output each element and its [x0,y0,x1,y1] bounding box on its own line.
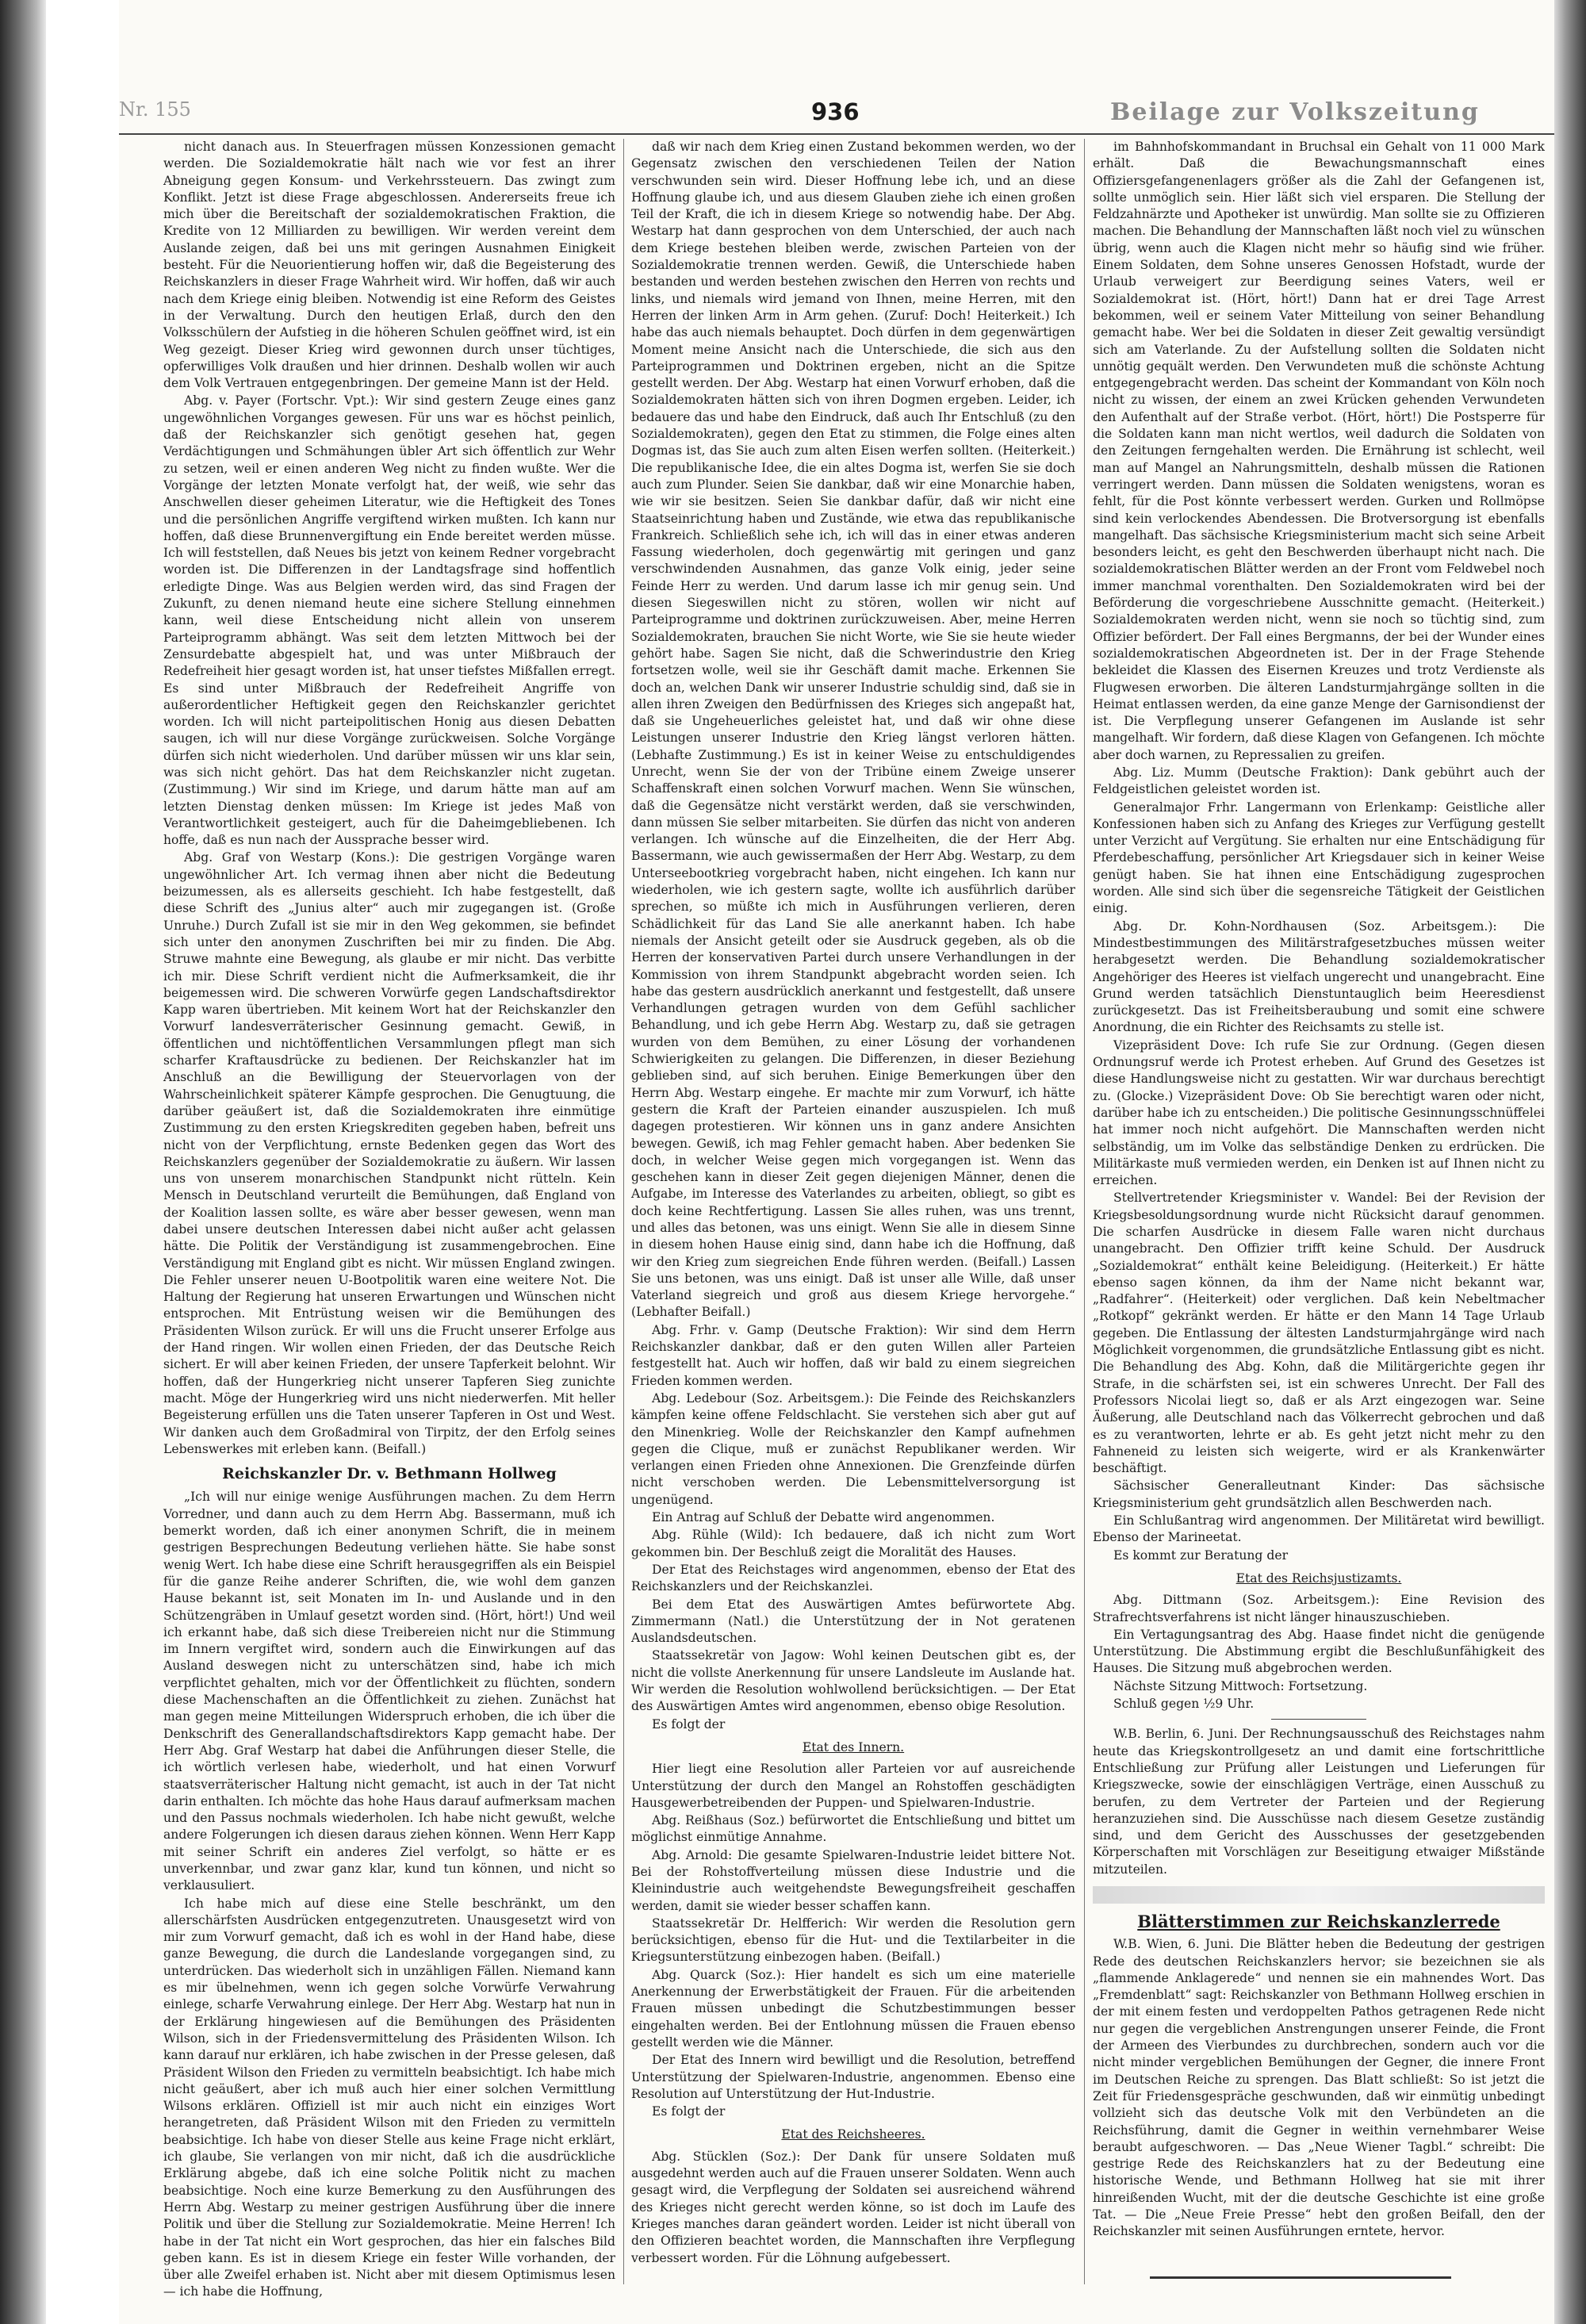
paragraph: Sächsischer Generalleutnant Kinder: Das sächsische Kriegsministerium geht grundsätzlich allen Beschwerden nach. [1093,1478,1545,1510]
paragraph: Abg. Quarck (Soz.): Hier handelt es sich um eine materielle Anerkennung der Erwerbstätigkeit der Frauen. Für die arbeitenden Frauen müssen unbedingt die Schutzbestimmungen besser eingehalten werden. Bei der Entlohnung müssen die Frauen ebenso gestellt werden wie die Männer. [631,1967,1075,2050]
paragraph: „Ich will nur einige wenige Ausführungen machen. Zu dem Herrn Vorredner, und dann auch zu dem Herrn Abg. Bassermann, muß ich bemerkt worden, daß ich einer anonymen Schrift, die in meinem gestrigen Besprechungen Bedeutung verliehen hätte. Sie habe sonst wenig Wert. Ich habe diese eine Schrift herausgegriffen als ein Beispiel für die ganze Reihe anderer Schriften, die, wie wohl dem ganzen Hause bekannt ist, seit Monaten im In- und Auslande und in den Schützengräben in Umlauf gesetzt worden sind. (Hört, hört!) Und weil ich erkannt habe, daß sich diese Treibereien nicht nur die Stimmung im Innern vergiftet wird, sondern auch die Einwirkungen auf das Ausland deswegen nicht zu unterschätzen sind, habe ich mich verpflichtet gehalten, mich vor der Öffentlichkeit zu flüchten, sondern diese Machenschaften an die Öffentlichkeit zu ziehen. Zunächst hat man gegen meine Mitteilungen Widerspruch erhoben, die ich über die Denkschrift des Generallandschaftsdirektors Kapp gemacht habe. Der Herr Abg. Graf Westarp hat dabei die Anführungen dieser Stelle, die ich wörtlich verlesen habe, wiederholt, und hat einen Vorwurf staatsverräterischer Haltung nicht gemacht, ist auch in der Tat nicht darin enthalten. Ich möchte das hohe Haus darauf aufmerksam machen und den Passus nochmals wiederholen. Ich habe nicht gewußt, welche andere Folgerungen ich diesen daraus ziehen können. Wenn Herr Kapp mit seiner Schrift ein anderes Ziel verfolgt, so hätte er es unverkennbar, und zwar ganz klar, kund tun können, und nicht so verklausuliert. [163,1490,615,1893]
paragraph: Stellvertretender Kriegsminister v. Wandel: Bei der Revision der Kriegsbesoldungsordnung wurde nicht Rücksicht darauf genommen. Die scharfen Ausdrücke in diesem Falle waren nicht durchaus unangebracht. Den Offizier trifft keine Schuld. Der Ausdruck „Sozialdemokrat“ enthält keine Beleidigung. (Heiterkeit.) Er hätte ebenso sagen können, da ihm der Name nicht bekannt war, „Radfahrer“. (Heiterkeit) oder verglichen. Daß kein Nebeltmacher „Rotkopf“ gekränkt werden. Er hätte er den Mann 14 Tage Urlaub gegeben. Die Entlassung der ältesten Landsturmjahrgänge wird nach Möglichkeit vorgenommen, die grundsätzliche Entlassung gibt es nicht. Die Behandlung des Abg. Kohn, daß die Militärgerichte gegen ihr Strafe, in die schärfsten sei, ist ein schweres Unrecht. Der Fall des Professors Nicolai liegt so, daß er als Arzt eingezogen war. Seine Äußerung, alle Deutschland nach das Völkerrecht gebrochen und daß es zu verantworten, lehrte er ab. Es geht jetzt nicht mehr zu den Fahneneid zu leisten sich weigerte, wird er als Krankenwärter beschäftigt. [1093,1191,1545,1476]
kommt-zur-line: Es kommt zur Beratung der [1113,1547,1289,1563]
paragraph: Abg. Ledebour (Soz. Arbeitsgem.): Die Feinde des Reichskanzlers kämpfen keine offene Feldschlacht. Sie verstehen sich aber gut auf den Minenkrieg. Wolle der Reichskanzler den Kampf aufnehmen gegen die Clique, muß er zunächst Republikaner werden. Wir verlangen einen Frieden ohne Annexionen. Die Grenzfeinde dürfen nicht verschoben werden. Die Lebensmittelversorgung ist ungenügend. [631,1390,1075,1507]
paragraph: Abg. Stücklen (Soz.): Der Dank für unsere Soldaten muß ausgedehnt werden auch auf die Frauen unserer Soldaten. Wenn auch gesagt wird, die Verpflegung der Soldaten sei ausreichend während des Krieges nicht gerecht werden könne, so ist doch im Laufe des Krieges manches daran geändert worden. Leider ist nicht überall von den Offizieren beachtet worden, die Mannschaften ihre Verpflegung verbessert worden. Für die Löhnung aufgebessert. [631,2149,1075,2265]
paragraph: Der Etat des Innern wird bewilligt und die Resolution, betreffend Unterstützung der Spielwaren-Industrie, angenommen. Ebenso eine Resolution auf Unterstützung der Hut-Industrie. [631,2053,1075,2101]
paragraph: Abg. Dr. Kohn-Nordhausen (Soz. Arbeitsgem.): Die Mindestbestimmungen des Militärstrafgesetzbuches müssen weiter herabgesetzt werden. Die Behandlung sozialdemokratischer Angehöriger des Heeres ist vielfach ungerecht und unangebracht. Eine Grund werden tatsächlich Dienstuntauglich beim Heeresdienst zurückgesetzt. Das ist Freiheitsberaubung und somit eine schwere Anordnung, die ein Richter des Reichsamts zu stelle ist. [1093,918,1545,1035]
subheading-etat-innern: Etat des Innern. [802,1739,905,1755]
paragraph: Ein Schlußantrag wird angenommen. Der Militäretat wird bewilligt. Ebenso der Marineetat. [1093,1513,1545,1545]
paragraph: nicht danach aus. In Steuerfragen müssen Konzessionen gemacht werden. Die Sozialdemokratie hält nach wie vor fest an ihrer Abneigung gegen Konsum- und Verkehrssteuern. Das zwingt zum Konflikt. Jetzt ist diese Frage abgeschlossen. Andererseits freue ich mich über die Bereitschaft der sozialdemokratischen Fraktion, die Kredite von 12 Milliarden zu bewilligen. Wir werden vereint dem Auslande zeigen, daß bei uns mit geringen Ausnahmen Einigkeit besteht. Für die Neuorientierung hoffen wir, daß die Begeisterung des Reichskanzlers in dieser Frage Wahrheit wird. Wir hoffen, daß wir auch nach dem Kriege einig bleiben. Notwendig ist eine Reform des Geistes in der Verwaltung. Durch den heutigen Erlaß, durch den den Volksschülern der Aufstieg in die höheren Schulen geöffnet wird, ist ein Weg gezeigt. Dieser Krieg wird gewonnen durch unser tüchtiges, opferwilliges Volk draußen und hier drinnen. Deshalb wollen wir auch dem Volk Vertrauen entgegenbringen. Der gemeine Mann ist der Held. [163,140,615,391]
subheading-etat-justiz: Etat des Reichsjustizamts. [1235,1570,1402,1586]
paragraph: W.B. Wien, 6. Juni. Die Blätter heben die Bedeutung der gestrigen Rede des deutschen Reichskanzlers hervor; sie bezeichnen sie als „flammende Anklagerede“ und nennen sie ein mahnendes Wort. Das „Fremdenblatt“ sagt: Reichskanzler von Bethmann Hollweg erschien in der mit einem festen und verdoppelten Pathos getragenen Rede nicht nur gegen die vergeblichen Anstrengungen unserer Feinde, die Front der Armeen des Vierbundes zu durchbrechen, sondern auch vor die nicht minder vergeblichen Bemühungen der Gegner, die innere Front im Deutschen Reiche zu sprengen. Das Blatt schließt: So ist jetzt die Zeit für Friedensgespräche geschwunden, daß wir einmütig unbedingt vollzieht sich das deutsche Volk mit den Verbündeten an die Reichsführung, damit die Gegner in weithin vernehmbarer Weise beraubt aufgeschworen. — Das „Neue Wiener Tagbl.“ schreibt: Die gestrige Rede des Reichskanzlers hat zu der Bedeutung eine historische Wende, und Bethmann Hollweg hat sie mit ihrer hinreißenden Wucht, mit der die deutsche Geschichte ist eine große Tat. — Die „Neue Freie Presse“ hebt den großen Beifall, den der Reichskanzler mit seinen Ausführungen erntete, hervor. [1093,1937,1545,2239]
es-folgt-line: Es folgt der [652,1716,726,1731]
paragraph: Ein Vertagungsantrag des Abg. Haase findet nicht die genügende Unterstützung. Die Abstimmung ergibt die Beschlußunfähigkeit des Hauses. Die Sitzung muß abgebrochen werden. [1093,1627,1545,1676]
paragraph: Bei dem Etat des Auswärtigen Amtes befürwortete Abg. Zimmermann (Natl.) die Unterstützung der in Not geratenen Auslandsdeutschen. [631,1597,1075,1646]
paragraph: Schluß gegen ½9 Uhr. [1113,1697,1255,1712]
paragraph: im Bahnhofskommandant in Bruchsal ein Gehalt von 11 000 Mark erhält. Daß die Bewachungsmannschaft eines Offiziersgefangenenlagers größer als die Zahl der Gefangenen ist, sollte unmöglich sein. Hier läßt sich viel ersparen. Die Stellung der Feldzahnärzte und Apotheker ist unwürdig. Man sollte sie zu Offizieren machen. Die Behandlung der Mannschaften läßt noch viel zu wünschen übrig, wenn auch die Klagen nicht mehr so häufig sind wie früher. Einem Soldaten, dem Sohne unseres Genossen Hofstadt, wurde der Urlaub verweigert zur Beerdigung seines Vaters, weil er Sozialdemokrat ist. (Hört, hört!) Dann hat er drei Tage Arrest bekommen, weil er seinem Vater Mitteilung von seiner Behandlung gemacht habe. Wer bei die Soldaten in dieser Zeit gewaltig versündigt sich am Vaterlande. Zu der Aufstellung sollten die Soldaten nicht unnötig gequält werden. Den Verwundeten muß die schönste Achtung entgegengebracht werden. Das scheint der Kommandant von Köln noch nicht zu wissen, der einem an zwei Krücken gehenden Verwundeten den Aufenthalt auf der Straße verbot. (Hört, hört!) Die Postsperre für die Soldaten kann man nicht wertlos, weil dadurch die Soldaten von den Zeitungen ferngehalten werden. Die Ernährung ist schlecht, weil man auf Mangel an Nahrungsmitteln, deshalb müssen die Rationen verringert werden. Dann müssen die Soldaten wenigstens, woran es fehlt, für die Post könnte verbessert werden. Gurken und Rollmöpse sind kein verlockendes Abendessen. Die Brotversorgung ist ebenfalls mangelhaft. Das sächsische Kriegsministerium macht sich seine Arbeit besonders leicht, es geht den Beschwerden überhaupt nicht nach. Die sozialdemokratischen Blätter werden an der Front vom Feldwebel noch immer manchmal vorenthalten. Den Sozialdemokraten wird bei der Beförderung die vorgeschriebene Ausschnitte gemacht. (Heiterkeit.) Sozialdemokraten werden nicht, wenn sie noch so tüchtig sind, zum Offizier befördert. Der Fall eines Bergmanns, der bei der Wunder eines sozialdemokratischen Abgeordneten ist. Der in der Frage Stehende bekleidet die Klassen des Eisernen Kreuzes und trotz Verdienste als Flugwesen erworben. Die älteren Landsturmjahrgänge sollten in die Heimat entlassen werden, da eine ganze Menge der Garnisondienst der ist. Die Verpflegung unserer Gefangenen im Auslande ist sehr mangelhaft. Wir fordern, daß diese Klagen von Gefangenen. Ich möchte aber doch warnen, zu Repressalien zu greifen. [1093,140,1545,762]
paragraph: Staatssekretär von Jagow: Wohl keinen Deutschen gibt es, der nicht die vollste Anerkennung für unsere Landsleute im Auslande hat. Wir werden die Resolution wohlwollend berücksichtigen. — Der Etat des Auswärtigen Amtes wird angenommen, ebenso obige Resolution. [631,1648,1075,1714]
paragraph: Abg. Frhr. v. Gamp (Deutsche Fraktion): Wir sind dem Herrn Reichskanzler dankbar, daß er den guten Willen aller Parteien festgestellt hat. Auch wir hoffen, daß wir bald zu einem siegreichen Frieden kommen werden. [631,1322,1075,1388]
faded-advertisement-strip [1093,1886,1545,1904]
column-2 [631,139,1075,2284]
footer-rule [1150,2276,1451,2279]
header-left-fragment: Nr. 155 [119,98,191,121]
header-rule [119,133,1554,135]
supplement-title: Beilage zur Volkszeitung [1110,98,1480,126]
paragraph: Generalmajor Frhr. Langermann von Erlenkamp: Geistliche aller Konfessionen haben sich zu Anfang des Krieges zur Verfügung gestellt unter Verzicht auf Vergütung. Sie erhalten nur eine Entschädigung für Pferdebeschaffung, persönlicher Art Kriegsdauer sich in keiner Weise genügt haben. Sie hat ihnen eine Entschädigung zugesprochen worden. Alle sind sich über die segensreiche Tätigkeit der Geistlichen einig. [1093,800,1545,916]
paragraph: Abg. Arnold: Die gesamte Spielwaren-Industrie leidet bittere Not. Bei der Rohstoffverteilung müssen diese Industrie und die Kleinindustrie auch weitgehendste Bewegungsfreiheit geschaffen werden, damit sie wieder besser schaffen kann. [631,1847,1075,1913]
paragraph: Der Etat des Reichstages wird angenommen, ebenso der Etat des Reichskanzlers und der Reichskanzlei. [631,1562,1075,1594]
paragraph: Nächste Sitzung Mittwoch: Fortsetzung. [1113,1678,1368,1693]
paragraph: W.B. Berlin, 6. Juni. Der Rechnungsausschuß des Reichstages nahm heute das Kriegskontrollgesetz an und damit eine fortschrittliche Entschließung zur Prüfung aller Leistungen und Lieferungen für Kriegszwecke, sowie der einschlägigen Verträge, einen Ausschuß zu berufen, zu dem Vertreter der Parteien und der Regierung heranzuziehen sind. Die Ausschüsse nach diesem Gesetze zuständig sind, und dem Gericht des Ausschusses der gesetzgebenden Körperschaften mit Vorschlägen zur Beseitigung etwaiger Mißstände mitzuteilen. [1093,1727,1545,1877]
paragraph: Staatssekretär Dr. Helfferich: Wir werden die Resolution gern berücksichtigen, ebenso für die Hut- und die Textilarbeiter in die Kriegsunterstützung einbezogen haben. (Beifall.) [631,1916,1075,1965]
scan-edge-right [1551,0,1586,2324]
column-1 [163,139,615,2299]
page-header [119,98,1554,130]
es-folgt-line: Es folgt der [652,2104,726,2119]
paragraph: Abg. Dittmann (Soz. Arbeitsgem.): Eine Revision des Strafrechtsverfahrens ist nicht länger hinauszuschieben. [1093,1593,1545,1624]
section-heading-blaetterstimmen: Blätterstimmen zur Reichskanzlerrede [1137,1911,1500,1931]
scan-edge-left [0,0,46,2324]
column-3 [1093,139,1545,2284]
section-divider [1271,1719,1366,1720]
paragraph: Ein Antrag auf Schluß der Debatte wird angenommen. [652,1510,995,1525]
page-number: 936 [811,98,860,125]
paragraph: daß wir nach dem Krieg einen Zustand bekommen werden, wo der Gegensatz zwischen den verschiedenen Teilen der Nation verschwunden sein wird. Dieser Hoffnung lebe ich, und an diese Hoffnung glaube ich, und aus diesem Glauben ziehe ich einen großen Teil der Kraft, die ich in diesem Kriege so notwendig habe. Der Abg. Westarp hat dann gesprochen von dem Unterschied, der auch nach dem Kriege bestehen bleiben werde, zwischen Parteien von der Sozialdemokratie trennen werden. Gewiß, die Unterschiede haben bestanden und werden bestehen zwischen den Herren von rechts und links, und niemals wird jemand von Ihnen, meine Herren, mit den Herren der linken Arm in Arm gehen. (Zuruf: Doch! Heiterkeit.) Ich habe das auch niemals behauptet. Doch dürfen in dem gegenwärtigen Moment meine Ansicht nach die Unterschiede, die sich aus den Parteiprogrammen und Doktrinen ergeben, nicht an die Spitze gestellt werden. Der Abg. Westarp hat einen Vorwurf erhoben, daß die Sozialdemokraten hätten sich von ihren Dogmen ergeben. Leider, ich bedauere das und habe den Eindruck, daß auch Ihr Entschluß (zu den Sozialdemokraten), gegen den Etat zu stimmen, die Folge eines alten Dogmas ist, das Sie auch zum alten Eisen werfen sollten. (Heiterkeit.) Die republikanische Idee, die ein altes Dogma ist, werfen Sie sie doch auch zum Plunder. Seien Sie dankbar, daß wir eine Monarchie haben, wie wir sie besitzen. Seien Sie dankbar dafür, daß wir nicht eine Staatseinrichtung haben und Zustände, wie etwa das republikanische Frankreich. Schließlich sehe ich, ich will das in einer etwas anderen Fassung wiederholen, doch gegenwärtig mit geringen und ganz verschwindenden Ausnahmen, das ganze Volk einig, jeder seine Feinde Herr zu werden. Und darum lasse ich mir genug sein. Und diesen Siegeswillen nicht zu stören, wollen wir nicht auf Parteiprogramme und doktrinen zurückzuweisen. Aber, meine Herren Sozialdemokraten, brauchen Sie nicht Worte, wie Sie sie heute wieder gehört habe. Sagen Sie nicht, daß die Schwerindustrie den Krieg fortsetzen wolle, weil sie ihr Geschäft damit mache. Erkennen Sie doch an, welchen Dank wir unserer Industrie schuldig sind, daß sie in allen ihren Zweigen den Bedürfnissen des Krieges sich angepaßt hat, daß sie Ungeheuerliches geleistet hat, und daß wir ohne diese Leistungen unserer Industrie den Krieg längst verloren hätten. (Lebhafte Zustimmung.) Es ist in keiner Weise zu entschuldigendes Unrecht, wenn Sie der von der Tribüne einem Zweige unserer Schaffenskraft einen solchen Vorwurf machen. Wenn Sie wünschen, daß die Gegensätze nicht verstärkt werden, daß sie verschwinden, dann müssen Sie selber mitarbeiten. Sie dürfen das nicht von anderen verlangen. Ich wünsche auf die Einzelheiten, die der Herr Abg. Bassermann, wie auch gewissermaßen der Herr Abg. Westarp, zu dem Unterseebootkrieg vorgebracht haben, nicht eingehen. Ich kann nur wiederholen, wie ich gestern sagte, wollte ich ausführlich darüber sprechen, so müßte ich mich in Ausführungen verlieren, deren Schädlichkeit für das Land Sie alle anerkannt haben. Ich habe niemals der Ansicht geteilt oder sie Ausdruck gegeben, als ob die Herren der konservativen Partei durch unsere Verhandlungen in der Kommission von ihrem Standpunkt abgebracht worden seien. Ich habe das gestern ausdrücklich anerkannt und festgestellt, daß unsere Verhandlungen getragen wurden von dem Gefühl sachlicher Behandlung, und ich gebe Herrn Abg. Westarp zu, daß sie getragen wurden von dem Bemühen, zu einer Lösung der vorhandenen Schwierigkeiten zu gelangen. Die Differenzen, in dieser Beziehung geblieben sind, auf sich beruhen. Einige Bemerkungen über den Herrn Abg. Westarp eingehe. Er machte mir zum Vorwurf, ich hätte gestern die Kraft der Parteien einander auszuspielen. Ich muß dagegen protestieren. Wir können uns in ganz andere Ansichten bewegen. Gewiß, ich mag Fehler gemacht haben. Aber bedenken Sie doch, in welcher Weise gegen mich vorgegangen ist. Wenn das geschehen kann in dieser Zeit gegen diejenigen Männer, denen die Aufgabe, im Interesse des Vaterlandes zu arbeiten, obliegt, so gibt es doch keine Rechtfertigung. Lassen Sie alles ruhen, was uns trennt, und alles das betonen, was uns einigt. Wenn Sie alle in diesem Sinne in diesem hohen Hause einig sind, dann habe ich die Hoffnung, daß wir den Krieg zum siegreichen Ende führen werden. (Beifall.) Lassen Sie uns betonen, was uns einigt. Daß ist unser alle Wille, daß unser Vaterland siegreich und groß aus diesem Kriege hervorgehe.“ (Lebhafter Beifall.) [631,140,1075,1320]
column-divider [623,139,624,2284]
paragraph: Abg. Liz. Mumm (Deutsche Fraktion): Dank gebührt auch der Feldgeistlichen geleistet worden ist. [1093,765,1545,797]
paragraph: Abg. Reißhaus (Soz.) befürwortet die Entschließung und bittet um möglichst einmütige Annahme. [631,1813,1075,1845]
newspaper-page [119,0,1554,2324]
column-divider [1084,139,1085,2284]
paragraph: Hier liegt eine Resolution aller Parteien vor auf ausreichende Unterstützung der durch den Mangel an Rohstoffen geschädigten Hausgewerbetreibenden der Puppen- und Spielwaren-Industrie. [631,1762,1075,1810]
paragraph: Abg. Graf von Westarp (Kons.): Die gestrigen Vorgänge waren ungewöhnlicher Art. Ich vermag ihnen aber nicht die Bedeutung beizumessen, als es allerseits geschieht. Ich habe festgestellt, daß diese Schrift des „Junius alter“ auch mir zugegangen ist. (Große Unruhe.) Durch Zufall ist sie mir in den Weg gekommen, sie befindet sich unter den anonymen Zuschriften bei mir zu finden. Die Abg. Struwe mahnte eine Bewegung, als glaube er mir nicht. Das verbitte ich mir. Diese Schrift verdient nicht die Aufmerksamkeit, die ihr beigemessen wird. Die schweren Vorwürfe gegen Landschaftsdirektor Kapp waren übertrieben. Mit keinem Wort hat der Reichskanzler den Vorwurf landesverräterischer Gesinnung gemacht. Gewiß, in öffentlichen und nichtöffentlichen Versammlungen pflegt man sich scharfer Kraftausdrücke zu bedienen. Der Reichskanzler hat im Anschluß an die Bewilligung der Steuervorlagen von der Wahrscheinlichkeit späterer Kämpfe gesprochen. Die Genugtuung, die darüber geäußert ist, daß die Sozialdemokraten ihre einmütige Zustimmung zu den ersten Kriegskrediten gegeben haben, befreit uns nicht von der Verpflichtung, ernste Bedenken gegen das Wort des Reichskanzlers gegenüber der Sozialdemokratie zu äußern. Wir lassen uns von unserem monarchischen Standpunkt nicht rütteln. Kein Mensch in Deutschland verurteilt die Bemühungen, daß England von der Koalition lassen sollte, es wäre aber besser gewesen, wenn man dabei unsere deutschen Interessen dabei nicht außer acht gelassen hätte. Die Politik der Verständigung ist zusammengebrochen. Eine Verständigung mit England gibt es nicht. Wir müssen England zwingen. Die Fehler unserer neuen U-Bootpolitik waren eine weitere Not. Die Haltung der Regierung hat unseren Erwartungen und Wünschen nicht entsprochen. Mit Entrüstung weisen wir die Bemühungen des Präsidenten Wilson zurück. Er will uns die Frucht unserer Erfolge aus der Hand ringen. Wir wollen einen Frieden, der das Deutsche Reich sichert. Er will aber keinen Frieden, der unsere Tapferkeit belohnt. Wir hoffen, daß der Hungerkrieg nicht unserer Tapferen Sieg zunichte macht. Möge der Hungerkrieg wird uns nicht niederwerfen. Mit heller Begeisterung erfüllen uns die Taten unserer Tapferen in Ost und West. Wir danken auch dem Großadmiral von Tirpitz, der den Erfolg seines Lebenswerkes mit erleben kann. (Beifall.) [163,850,615,1456]
subheading-etat-reichsheer: Etat des Reichsheeres. [781,2127,925,2142]
paragraph: Abg. v. Payer (Fortschr. Vpt.): Wir sind gestern Zeuge eines ganz ungewöhnlichen Vorganges gewesen. Für uns war es höchst peinlich, daß der Reichskanzler sich genötigt gesehen hat, gegen Verdächtigungen und Schmähungen übler Art sich öffentlich zur Wehr zu setzen, weil er einen anderen Weg nicht zu finden wußte. Wer die Vorgänge der letzten Monate verfolgt hat, der weiß, wie sehr das Anschwellen dieser geheimen Literatur, wie die Heftigkeit des Tones und die persönlichen Angriffe vergiftend wirken mußten. Ich kann nur hoffen, daß diese Brunnenvergiftung ein Ende bereitet werden müsse. Ich will feststellen, daß Neues bis jetzt von keinem Redner vorgebracht worden ist. Die Differenzen in der Landtagsfrage sind hoffentlich erledigte Dinge. Was aus Belgien werden wird, das sind Fragen der Zukunft, zu denen niemand heute eine sichere Stellung einnehmen kann, weil diese Entscheidung nicht allein von unserem Parteiprogramm abhängt. Was seit dem letzten Mittwoch bei der Zensurdebatte abgespielt hat, und was unter Mißbrauch der Redefreiheit hier gesagt worden ist, hat unser tiefstes Mißfallen erregt. Es sind unter Mißbrauch der Redefreiheit Angriffe von außerordentlicher Heftigkeit gegen den Reichskanzler gerichtet worden. Ich will nicht parteipolitischen Honig aus diesen Debatten saugen, ich will nur diese Vorgänge zurückweisen. Solche Vorgänge dürfen sich nicht wiederholen. Und darüber müssen wir uns klar sein, was sich nicht gehört. Das hat dem Reichskanzler nicht zugetan. (Zustimmung.) Wir sind im Kriege, und darum hätte man auf am letzten Dienstag denken müssen: Im Kriege ist jedes Maß von Verantwortlichkeit gesteigert, auch für die Daheimgebliebenen. Ich hoffe, daß es nun nach der Aussprache besser wird. [163,393,615,848]
paragraph: Abg. Rühle (Wild): Ich bedauere, daß ich nicht zum Wort gekommen bin. Der Beschluß zeigt die Moralität des Hauses. [631,1528,1075,1559]
section-heading-reichskanzler: Reichskanzler Dr. v. Bethmann Hollweg [222,1465,557,1483]
paragraph: Ich habe mich auf diese eine Stelle beschränkt, um den allerschärfsten Ausdrücken entgegenzutreten. Unausgesetzt wird von mir zum Vorwurf gemacht, daß ich es wohl in der Hand habe, diese ganze Bewegung, die durch die Landeslande vorgegangen sind, zu unterdrücken. Das wiederholt sich in unzähligen Fällen. Niemand kann es mir übelnehmen, wenn ich gegen solche Vorwürfe Verwahrung einlege, scharfe Verwahrung einlege. Der Herr Abg. Westarp hat nun in der Erklärung hingewiesen auf die Bemühungen des Präsidenten Wilson, sich in der Friedensvermittelung des Präsidenten Wilson. Ich kann darauf nur erklären, ich habe zwischen in der Presse gelesen, daß Präsident Wilson den Frieden zu vermitteln beabsichtigt. Ich habe mich nicht geäußert, aber ich muß auch hier einer solchen Vermittlung Wilsons erklären. Offiziell ist mir auch nicht ein einziges Wort herangetreten, daß Präsident Wilson mit den Frieden zu vermitteln beabsichtige. Ich habe von dieser Stelle aus keine Frage nicht erklärt, ich glaube, Sie verlangen von mir nicht, daß ich die ausdrückliche Erklärung abgebe, daß ich eine solche Politik nicht zu machen beabsichtige. Noch eine kurze Bemerkung zu den Ausführungen des Herrn Abg. Westarp zu meiner gestrigen Ausführung über die innere Politik und über die Stellung zur Sozialdemokratie. Meine Herren! Ich habe in der Tat nicht ein Wort gesprochen, das hier ein falsches Bild geben kann. Es ist in diesem Kriege ein fester Wille vorhanden, der über alle Zweifel erhaben ist. Nicht aber mit diesem Optimismus lesen — ich habe die Hoffnung, [163,1896,615,2299]
paragraph: Vizepräsident Dove: Ich rufe Sie zur Ordnung. (Gegen diesen Ordnungsruf werde ich Protest erheben. Auf Grund des Gesetzes ist diese Handlungsweise nicht zu gestatten. Wir war durchaus berechtigt zu. (Glocke.) Vizepräsident Dove: Ob Sie berechtigt waren oder nicht, darüber habe ich zu entscheiden.) Die politische Gesinnungsschnüffelei hat immer noch nicht aufgehört. Die Mannschaften werden nicht selbständig, um im Volke das selbständige Denken zu erdrücken. Die Militärkaste muß vermieden werden, ein Denken ist auf Ihnen nicht zu erreichen. [1093,1037,1545,1188]
